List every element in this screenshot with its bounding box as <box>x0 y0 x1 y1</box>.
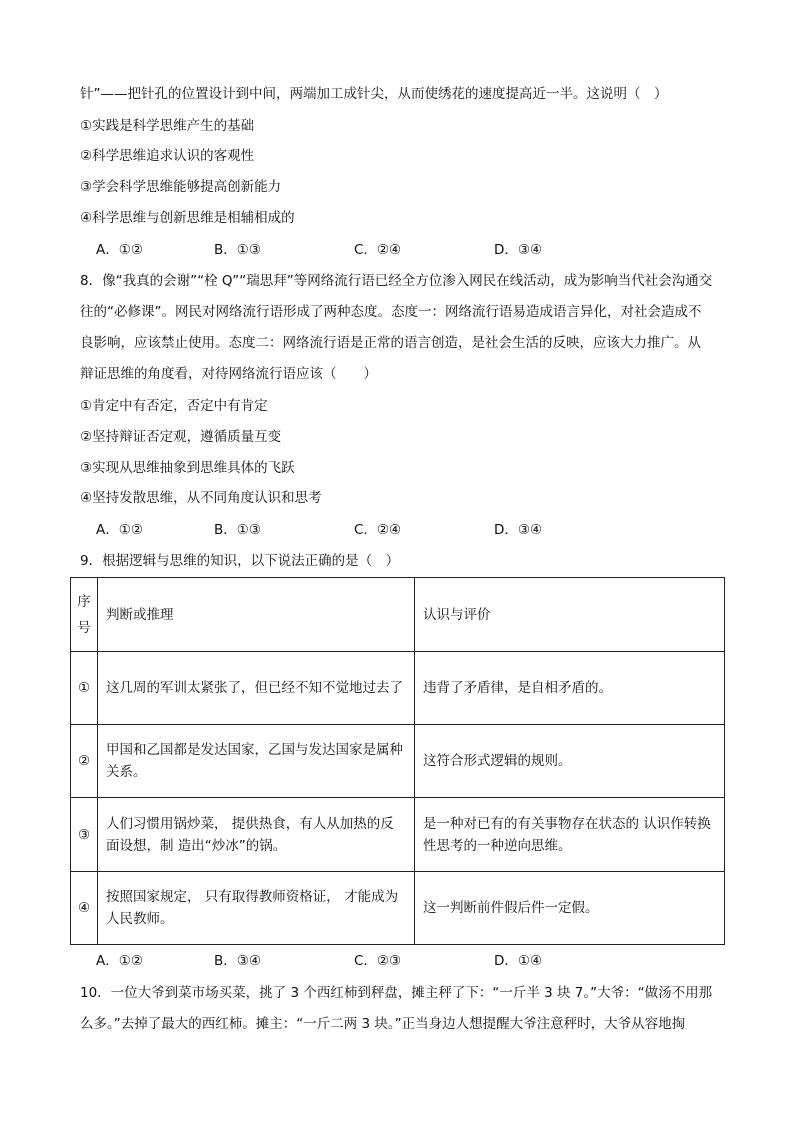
row-evaluation: 这一判断前件假后件一定假。 <box>415 872 725 945</box>
q8-item-1: ①肯定中有否定，否定中有肯定 <box>80 398 268 414</box>
row-evaluation: 是一种对已有的有关事物存在状态的 认识作转换性思考的一种逆向思维。 <box>415 798 725 872</box>
q8-stem-line-3: 良影响，应该禁止使用。态度二：网络流行语是正常的语言创造，是社会生活的反映，应该大力推广。从 <box>80 335 701 351</box>
q8-stem-line-2: 往的“必修课”。网民对网络流行语形成了两种态度。态度一：网络流行语易造成语言异化，对社会造成不 <box>80 304 702 320</box>
q9-options <box>96 951 542 971</box>
q7-item-1: ①实践是科学思维产生的基础 <box>80 118 255 134</box>
q7-item-3: ③学会科学思维能够提高创新能力 <box>80 179 282 195</box>
q10-stem-line-1: 10．一位大爷到菜市场买菜，挑了 3 个西红柿到秤盘，摊主秤了下：“一斤半 3 块 7。”大爷：“做汤不用那 <box>80 985 713 1001</box>
q9-option-c[interactable]: C．②③ <box>354 953 402 969</box>
q7-option-c[interactable]: C．②④ <box>354 242 402 258</box>
table-row <box>71 725 725 798</box>
row-evaluation: 违背了矛盾律，是自相矛盾的。 <box>415 652 725 725</box>
q8-stem-line-1: 8．像“我真的会谢”“栓 Q”“瑞思拜”等网络流行语已经全方位渗入网民在线活动，成为影响当代社会沟通交 <box>80 273 713 289</box>
table-header-row <box>71 578 725 652</box>
row-judgment: 人们习惯用锅炒菜， 提供热食，有人从加热的反面设想，制 造出“炒冰”的锅。 <box>98 798 415 872</box>
header-number: 序号 <box>71 578 98 652</box>
row-number: ① <box>71 652 98 725</box>
table-row <box>71 798 725 872</box>
row-judgment: 甲国和乙国都是发达国家，乙国与发达国家是属种关系。 <box>98 725 415 798</box>
table-row <box>71 872 725 945</box>
q8-option-d[interactable]: D．③④ <box>494 522 543 538</box>
table-row <box>71 652 725 725</box>
q10-stem-line-2: 么多。”去掉了最大的西红柿。摊主：“一斤二两 3 块。”正当身边人想提醒大爷注意秤时，大爷从容地掏 <box>80 1016 686 1032</box>
row-number: ③ <box>71 798 98 872</box>
q9-option-a[interactable]: A．①② <box>96 953 143 969</box>
row-number: ② <box>71 725 98 798</box>
q8-option-b[interactable]: B．①③ <box>214 522 261 538</box>
header-evaluation: 认识与评价 <box>415 578 725 652</box>
q8-item-4: ④坚持发散思维，从不同角度认识和思考 <box>80 490 322 506</box>
q8-options <box>96 520 542 540</box>
row-judgment: 按照国家规定， 只有取得教师资格证， 才能成为人民教师。 <box>98 872 415 945</box>
row-evaluation: 这符合形式逻辑的规则。 <box>415 725 725 798</box>
q7-item-4: ④科学思维与创新思维是相辅相成的 <box>80 210 295 226</box>
q8-stem-line-4: 辩证思维的角度看，对待网络流行语应该（ ） <box>80 366 377 382</box>
q8-option-c[interactable]: C．②④ <box>354 522 402 538</box>
q9-stem: 9．根据逻辑与思维的知识，以下说法正确的是（ ） <box>80 553 400 569</box>
row-judgment: 这几周的军训太紧张了，但已经不知不觉地过去了 <box>98 652 415 725</box>
row-number: ④ <box>71 872 98 945</box>
q8-option-a[interactable]: A．①② <box>96 522 143 538</box>
q9-option-b[interactable]: B．③④ <box>214 953 261 969</box>
header-judgment: 判断或推理 <box>98 578 415 652</box>
q7-stem-tail: 针”——把针孔的位置设计到中间，两端加工成针尖，从而使绣花的速度提高近一半。这说明（ ） <box>80 86 668 102</box>
q9-option-d[interactable]: D．①④ <box>494 953 543 969</box>
q7-item-2: ②科学思维追求认识的客观性 <box>80 148 255 164</box>
q7-option-a[interactable]: A．①② <box>96 242 143 258</box>
q7-option-b[interactable]: B．①③ <box>214 242 261 258</box>
q8-item-2: ②坚持辩证否定观，遵循质量互变 <box>80 429 282 445</box>
q9-table <box>70 577 725 945</box>
q7-option-d[interactable]: D．③④ <box>494 242 543 258</box>
q7-options <box>96 240 542 260</box>
q8-item-3: ③实现从思维抽象到思维具体的飞跃 <box>80 460 295 476</box>
